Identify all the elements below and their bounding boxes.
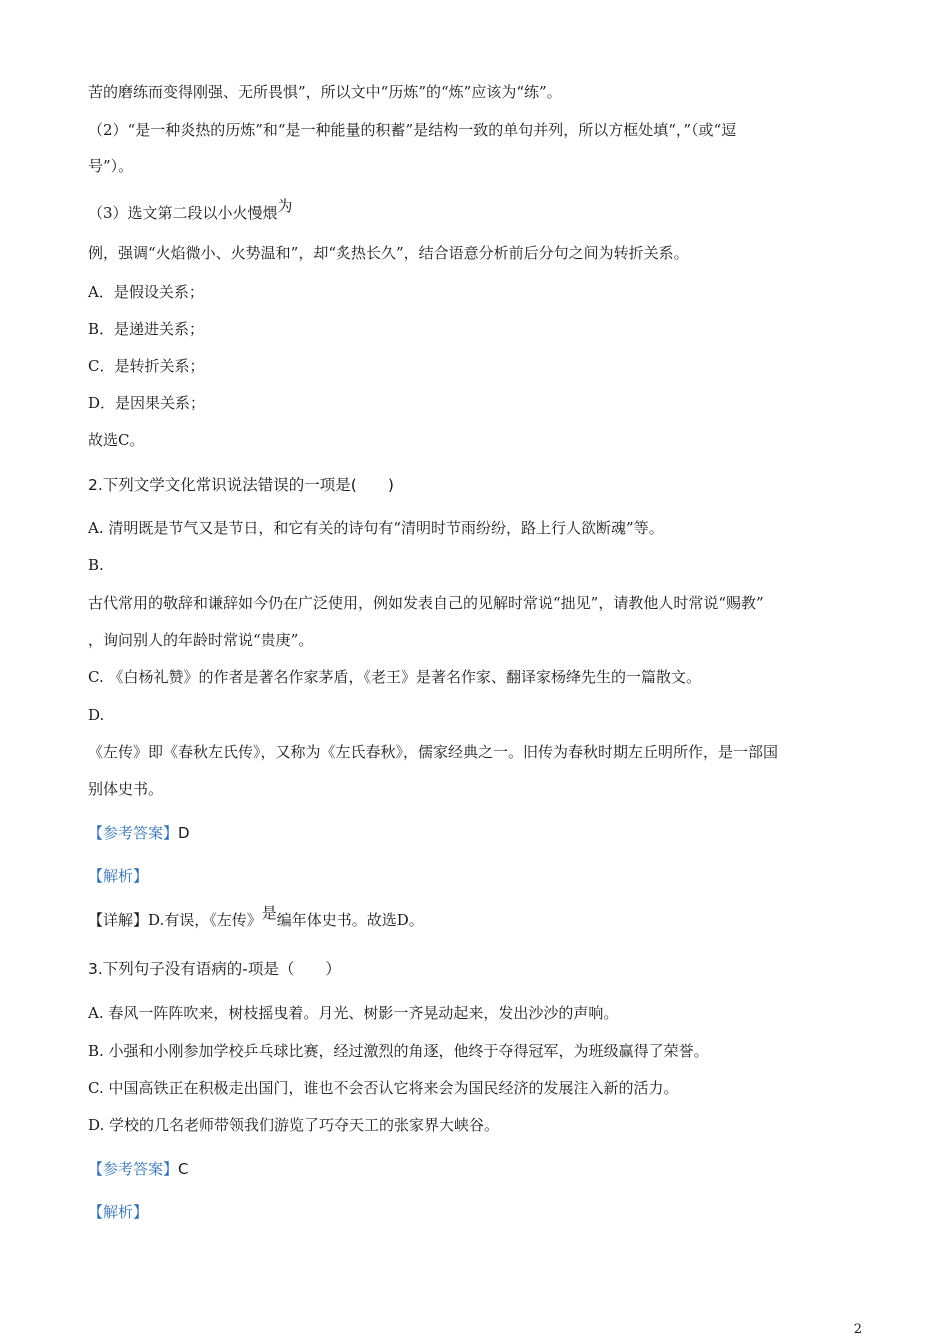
option-a: A. 春风一阵阵吹来，树枝摇曳着。月光、树影一齐晃动起来，发出沙沙的声响。 bbox=[88, 1004, 619, 1022]
text-line: ，询问别人的年龄时常说“贵庚”。 bbox=[88, 631, 314, 649]
text-line: 《左传》即《春秋左氏传》，又称为《左氏春秋》，儒家经典之一。旧传为春秋时期左丘明所作，是一部国 bbox=[88, 743, 779, 761]
answer-value: C bbox=[178, 1160, 189, 1178]
option-d: D．是因果关系； bbox=[88, 394, 206, 412]
option-a: A. 清明既是节气又是节日，和它有关的诗句有“清明时节雨纷纷，路上行人欲断魂”等。 bbox=[88, 519, 664, 537]
option-a: A．是假设关系； bbox=[88, 283, 204, 301]
text-line: 别体史书。 bbox=[88, 780, 164, 798]
answer-line bbox=[88, 1159, 189, 1179]
answer-tag: 【参考答案】 bbox=[88, 1160, 179, 1178]
page-number: 2 bbox=[853, 1322, 862, 1337]
analysis-tag: 【解析】 bbox=[88, 867, 149, 885]
option-c: C．是转折关系； bbox=[88, 357, 205, 375]
option-b: B. 小强和小刚参加学校乒乓球比赛，经过激烈的角逐，他终于夺得冠军，为班级赢得了荣誉。 bbox=[88, 1042, 709, 1060]
answer-line bbox=[88, 823, 190, 843]
text-line: 号”）。 bbox=[88, 157, 134, 175]
answer-value: D bbox=[178, 824, 190, 842]
text-line: （3）选文第二段以小火慢煨为 bbox=[88, 197, 293, 222]
analysis-tag: 【解析】 bbox=[88, 1203, 149, 1221]
question-2-title: 2.下列文学文化常识说法错误的一项是( ) bbox=[88, 476, 394, 494]
text-line: 例，强调“火焰微小、火势温和”，却“炙热长久”，结合语意分析前后分句之间为转折关系。 bbox=[88, 244, 689, 262]
option-d-label: D. bbox=[88, 706, 105, 724]
option-d: D. 学校的几名老师带领我们游览了巧夺天工的张家界大峡谷。 bbox=[88, 1116, 500, 1134]
option-b: B．是递进关系； bbox=[88, 320, 205, 338]
text-line: 苦的磨练而变得刚强、无所畏惧”，所以文中“历炼”的“炼”应该为“练”。 bbox=[88, 83, 562, 101]
option-c: C. 中国高铁正在积极走出国门，谁也不会否认它将来会为国民经济的发展注入新的活力。 bbox=[88, 1079, 679, 1097]
option-b-label: B. bbox=[88, 556, 104, 574]
answer-tag: 【参考答案】 bbox=[88, 824, 179, 842]
text-line: 故选C。 bbox=[88, 431, 145, 449]
question-3-title: 3.下列句子没有语病的-项是（ ） bbox=[88, 960, 341, 978]
text-line: 古代常用的敬辞和谦辞如今仍在广泛使用，例如发表自己的见解时常说“拙见”，请教他人时常说“赐教” bbox=[88, 594, 764, 612]
text-line: 【详解】D.有误，《左传》是编年体史书。故选D。 bbox=[88, 904, 424, 929]
text-line: （2）“是一种炎热的历炼”和“是一种能量的积蓄”是结构一致的单句并列，所以方框处填“，”（或“逗 bbox=[88, 121, 737, 139]
option-c: C. 《白杨礼赞》的作者是著名作家茅盾，《老王》是著名作家、翻译家杨绛先生的一篇散文。 bbox=[88, 668, 701, 686]
